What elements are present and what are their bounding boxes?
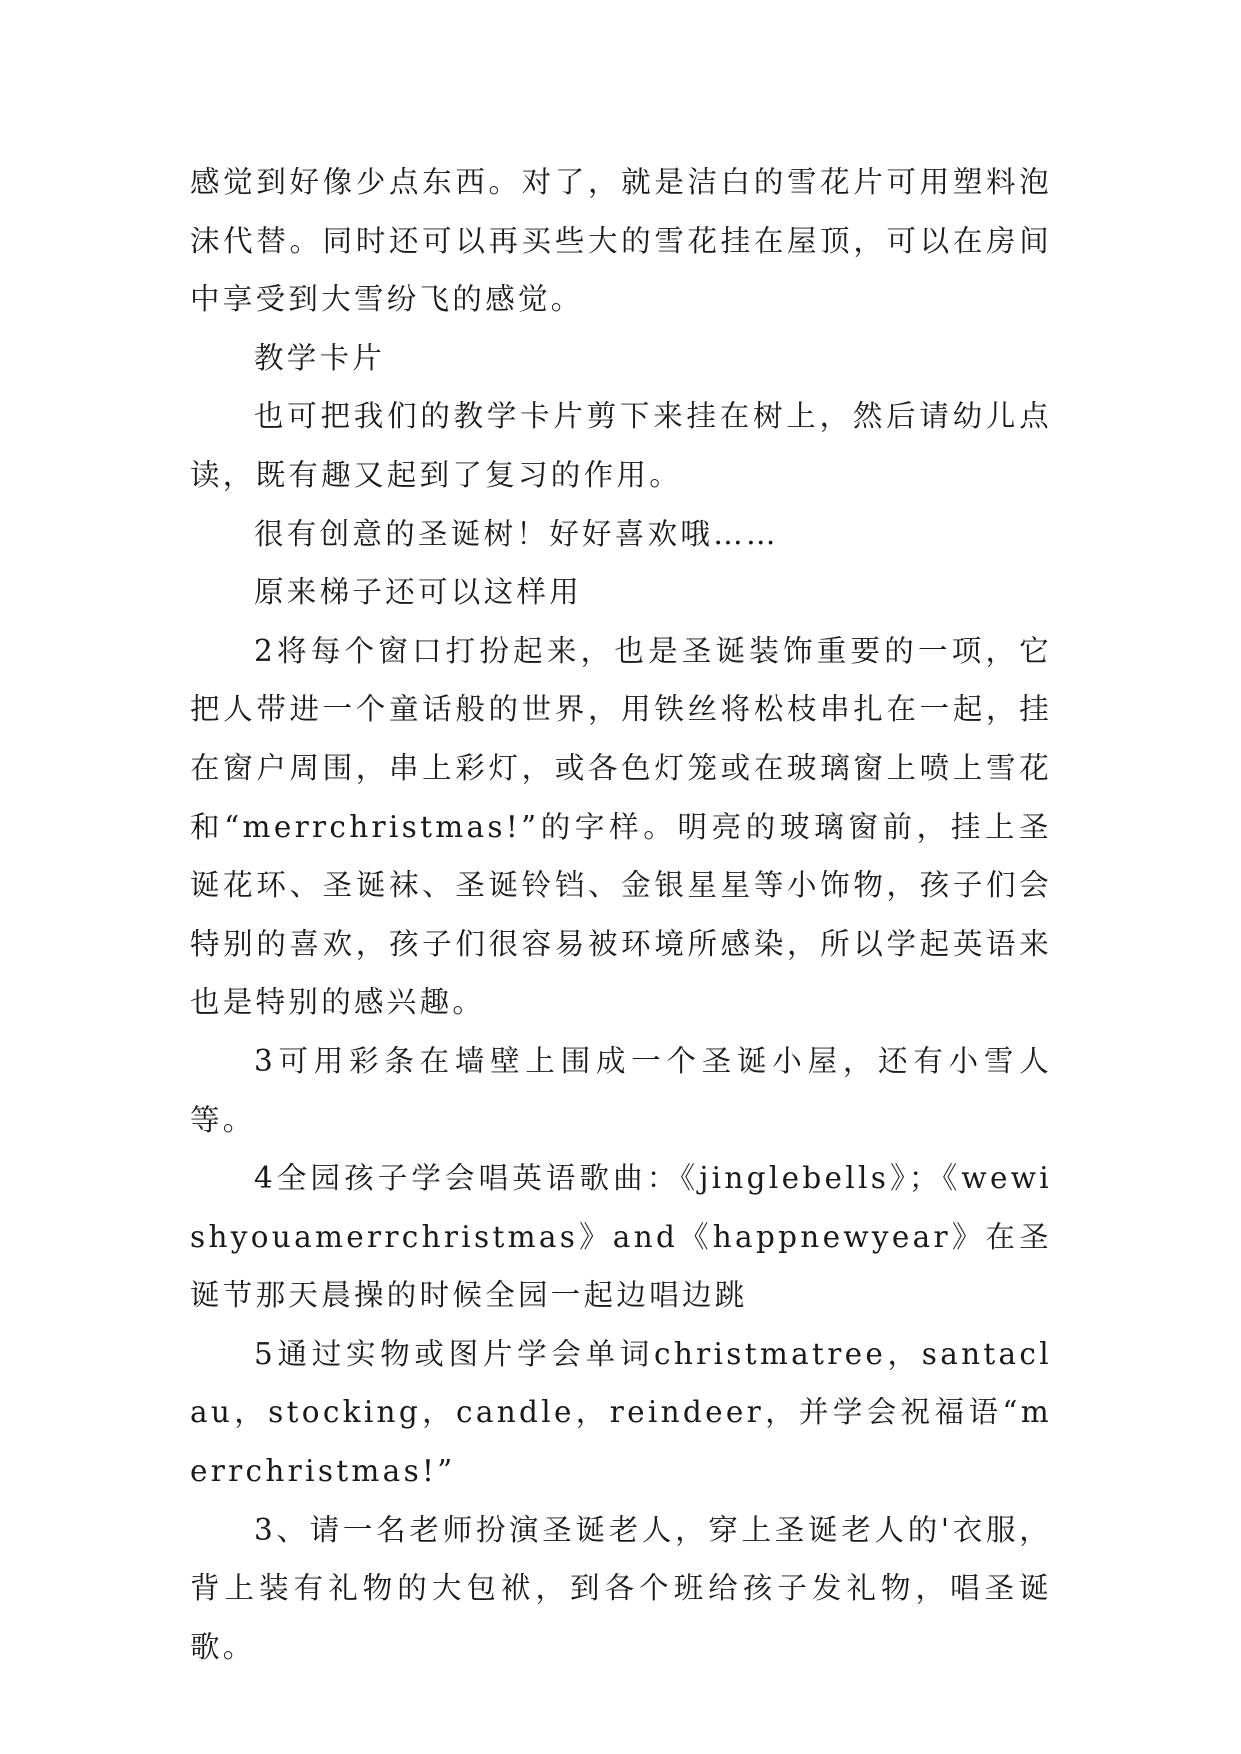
paragraph-words: 5通过实物或图片学会单词christmatree，santaclau，stocking，candle，reindeer，并学会祝福语“merrchristmas!” — [190, 1336, 1052, 1489]
paragraph-ladder: 原来梯子还可以这样用 — [254, 575, 583, 610]
paragraph-christmas-house: 3可用彩条在墙壁上围成一个圣诞小屋，还有小雪人等。 — [190, 1043, 1052, 1137]
paragraph-creative-tree: 很有创意的圣诞树！好好喜欢哦…… — [254, 516, 779, 551]
paragraph-songs: 4全园孩子学会唱英语歌曲：《jinglebells》；《wewishyouamerrchristmas》and《happnewyear》在圣诞节那天晨操的时候全园一起边唱边跳 — [190, 1161, 1052, 1313]
paragraph-windows: 2将每个窗口打扮起来，也是圣诞装饰重要的一项，它把人带进一个童话般的世界，用铁丝将松枝串扎在一起，挂在窗户周围，串上彩灯，或各色灯笼或在玻璃窗上喷上雪花和“merrchristmas!”的字样。明亮的玻璃窗前，挂上圣诞花环、圣诞袜、圣诞铃铛、金银星星等小饰物，孩子们会特别的喜欢，孩子们很容易被环境所感染，所以学起英语来也是特别的感兴趣。 — [190, 633, 1052, 1020]
paragraph-snowflakes: 感觉到好像少点东西。对了，就是洁白的雪花片可用塑料泡沫代替。同时还可以再买些大的雪花挂在屋顶，可以在房间中享受到大雪纷飞的感觉。 — [190, 165, 1052, 317]
document-page — [190, 153, 1052, 1676]
paragraph-teaching-cards: 也可把我们的教学卡片剪下来挂在树上，然后请幼儿点读，既有趣又起到了复习的作用。 — [190, 399, 1052, 492]
paragraph-teaching-cards-heading: 教学卡片 — [254, 340, 386, 375]
paragraph-santa: 3、请一名老师扮演圣诞老人，穿上圣诞老人的'衣服，背上装有礼物的大包袱，到各个班给孩子发礼物，唱圣诞歌。 — [190, 1512, 1052, 1664]
